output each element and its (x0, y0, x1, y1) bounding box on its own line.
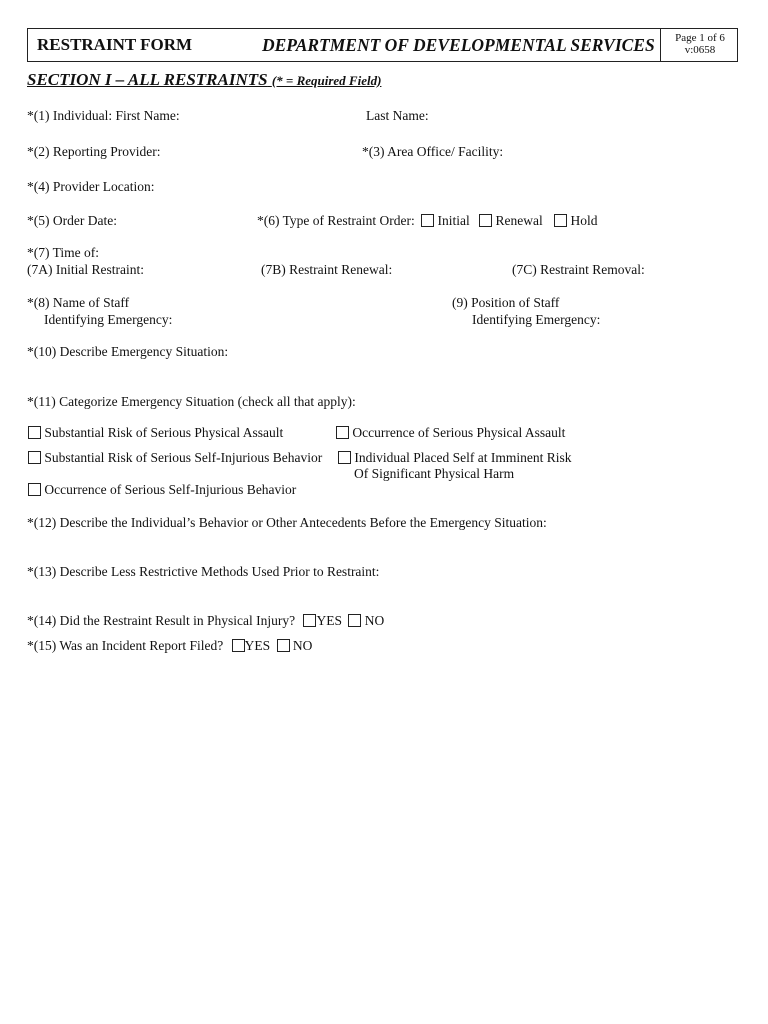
renewal-checkbox[interactable] (479, 214, 492, 227)
injury-yes-label: YES (316, 613, 342, 628)
hold-option-label: Hold (570, 213, 598, 228)
imminent-risk-checkbox[interactable] (338, 451, 351, 464)
occurrence-self-injury-checkbox[interactable] (28, 483, 41, 496)
imminent-risk-option (338, 450, 571, 466)
field-15-incident-report (27, 638, 312, 654)
field-3-area-office-label: *(3) Area Office/ Facility: (362, 144, 504, 159)
section-title-text: SECTION I – ALL RESTRAINTS (27, 70, 268, 89)
required-note: (* = Required Field) (271, 73, 382, 88)
risk-self-injury-option (28, 450, 322, 466)
initial-option-label: Initial (437, 213, 470, 228)
incident-no-checkbox[interactable] (277, 639, 290, 652)
field-9-staff-position-label-line2: Identifying Emergency: (472, 312, 601, 327)
field-7-time-of-label: *(7) Time of: (27, 245, 100, 260)
risk-self-injury-label: Substantial Risk of Serious Self-Injurious Behavior (44, 450, 323, 465)
field-13-less-restrictive-label: *(13) Describe Less Restrictive Methods Used Prior to Restraint: (27, 564, 380, 579)
section-title (27, 70, 381, 90)
field-6-restraint-order-type (257, 213, 598, 229)
incident-yes-checkbox[interactable] (232, 639, 245, 652)
field-8-staff-name-label-line2: Identifying Emergency: (44, 312, 173, 327)
risk-assault-option (28, 425, 283, 441)
field-12-antecedents-label: *(12) Describe the Individual’s Behavior or Other Antecedents Before the Emergency Situation: (27, 515, 547, 530)
injury-yes-checkbox[interactable] (303, 614, 316, 627)
incident-yes-label: YES (244, 638, 271, 653)
department-name: DEPARTMENT OF DEVELOPMENTAL SERVICES (262, 35, 655, 55)
occurrence-assault-checkbox[interactable] (336, 426, 349, 439)
injury-no-checkbox[interactable] (348, 614, 361, 627)
field-7a-initial-restraint-label: (7A) Initial Restraint: (27, 262, 144, 277)
occurrence-assault-label: Occurrence of Serious Physical Assault (352, 425, 566, 440)
field-5-order-date-label: *(5) Order Date: (27, 213, 117, 228)
field-4-provider-location-label: *(4) Provider Location: (27, 179, 155, 194)
field-11-categorize-label: *(11) Categorize Emergency Situation (check all that apply): (27, 394, 356, 409)
form-header (27, 28, 738, 62)
field-8-staff-name-label: *(8) Name of Staff (27, 295, 130, 310)
field-1-last-name-label: Last Name: (366, 108, 429, 123)
renewal-option-label: Renewal (495, 213, 543, 228)
occurrence-self-injury-label: Occurrence of Serious Self-Injurious Behavior (44, 482, 297, 497)
field-7c-restraint-removal-label: (7C) Restraint Removal: (512, 262, 645, 277)
risk-assault-label: Substantial Risk of Serious Physical Assault (44, 425, 284, 440)
imminent-risk-label-line2: Of Significant Physical Harm (354, 466, 515, 481)
risk-self-injury-checkbox[interactable] (28, 451, 41, 464)
field-7b-restraint-renewal-label: (7B) Restraint Renewal: (261, 262, 393, 277)
imminent-risk-label: Individual Placed Self at Imminent Risk (354, 450, 572, 465)
field-9-staff-position-label: (9) Position of Staff (452, 295, 560, 310)
field-1-first-name-label: *(1) Individual: First Name: (27, 108, 180, 123)
incident-no-label: NO (292, 638, 313, 653)
occurrence-assault-option (336, 425, 565, 441)
injury-no-label: NO (364, 613, 385, 628)
page-info-box (660, 28, 739, 62)
hold-checkbox[interactable] (554, 214, 567, 227)
field-6-label: *(6) Type of Restraint Order: (257, 213, 415, 228)
occurrence-self-injury-option (28, 482, 296, 498)
version-code: v:0658 (684, 44, 716, 56)
initial-checkbox[interactable] (421, 214, 434, 227)
field-14-physical-injury (27, 613, 384, 629)
field-10-describe-emergency-label: *(10) Describe Emergency Situation: (27, 344, 229, 359)
form-title: RESTRAINT FORM (37, 35, 193, 54)
field-14-label: *(14) Did the Restraint Result in Physical Injury? (27, 613, 296, 628)
risk-assault-checkbox[interactable] (28, 426, 41, 439)
field-15-label: *(15) Was an Incident Report Filed? (27, 638, 224, 653)
field-2-reporting-provider-label: *(2) Reporting Provider: (27, 144, 161, 159)
page-number: Page 1 of 6 (675, 32, 725, 44)
